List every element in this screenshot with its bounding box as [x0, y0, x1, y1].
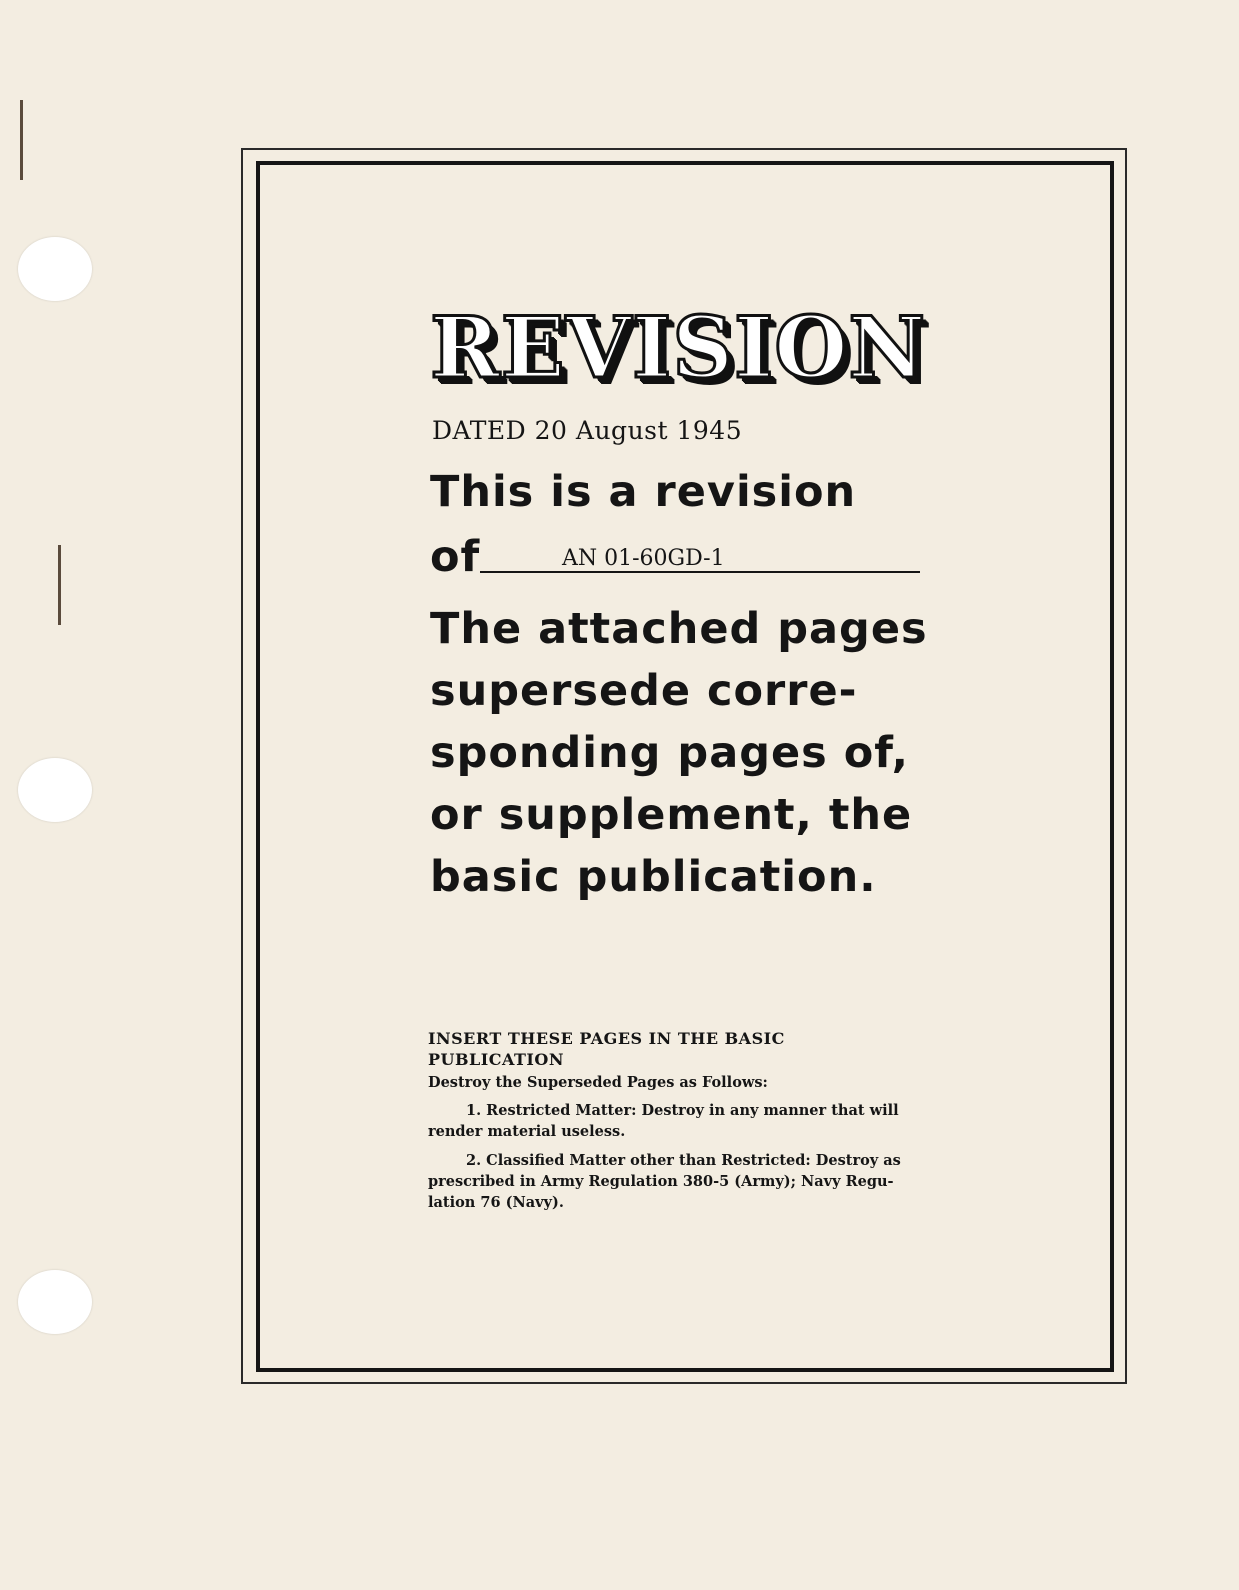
punch-hole-bottom — [18, 1270, 92, 1334]
underline — [480, 571, 920, 573]
destroy-item-1 — [428, 1100, 918, 1142]
punch-hole-middle — [18, 758, 92, 822]
item-line: render material useless. — [428, 1123, 626, 1140]
revision-statement: This is a revision — [430, 467, 857, 517]
dated-label: DATED 20 August 1945 — [432, 416, 743, 445]
destroy-item-2 — [428, 1150, 918, 1213]
paragraph-line: or supplement, the — [430, 790, 913, 840]
margin-mark — [20, 100, 23, 180]
of-row — [430, 534, 920, 586]
item-line: 2. Classified Matter other than Restricted: Destroy as — [466, 1152, 901, 1169]
paragraph-line: sponding pages of, — [430, 728, 909, 778]
paragraph-line: The attached pages — [430, 604, 928, 654]
destroy-heading: Destroy the Superseded Pages as Follows: — [428, 1074, 768, 1091]
paragraph-line: basic publication. — [430, 852, 877, 902]
item-line: 1. Restricted Matter: Destroy in any manner that will — [466, 1102, 899, 1119]
of-word: of — [430, 532, 481, 582]
punch-hole-top — [18, 237, 92, 301]
revision-title: REVISION — [430, 298, 927, 397]
margin-mark — [58, 545, 61, 625]
insert-instruction: INSERT THESE PAGES IN THE BASIC PUBLICATION — [428, 1029, 785, 1069]
publication-number: AN 01-60GD-1 — [562, 546, 725, 571]
item-line: prescribed in Army Regulation 380-5 (Army); Navy Regu- — [428, 1173, 894, 1190]
paragraph-line: supersede corre- — [430, 666, 858, 716]
item-line: lation 76 (Navy). — [428, 1194, 564, 1211]
